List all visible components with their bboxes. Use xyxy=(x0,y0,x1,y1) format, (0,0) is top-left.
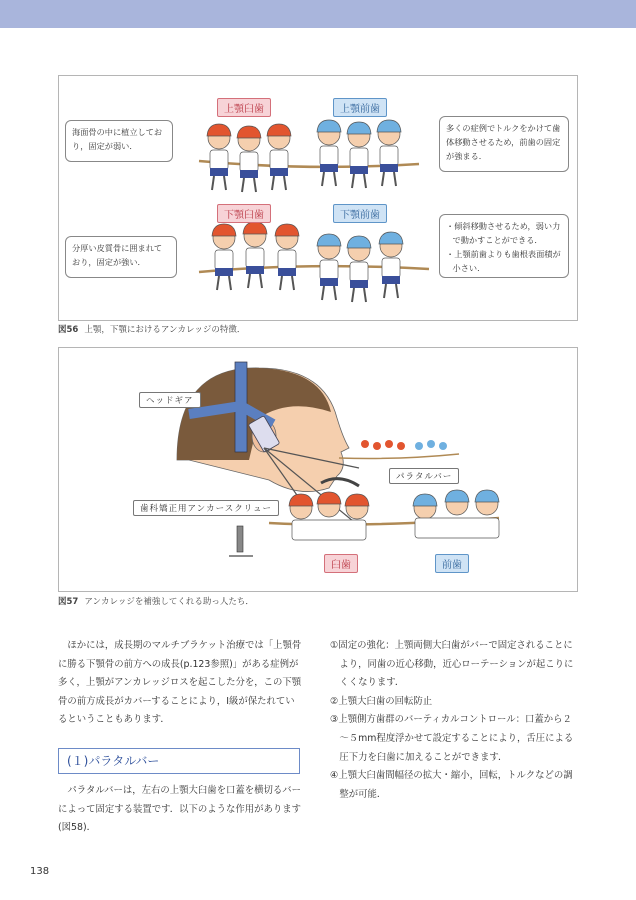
label-palatal-bar: パラタルバー xyxy=(389,468,459,484)
paragraph-1: ほかには，成長期のマルチブラケット治療では「上顎骨に勝る下顎骨の前方への成長(p.123参照)」がある症例が多く，上顎がアンカレッジロスを起こした分を，この下顎骨の前方成長がカバーすることにより，Ⅰ級が保たれているということもあります． xyxy=(58,640,302,726)
label-lower-anterior: 下顎前歯 xyxy=(333,204,387,223)
list-item: ④上顎大臼歯間幅径の拡大・縮小，回転，トルクなどの調整が可能． xyxy=(330,770,573,800)
right-column-list xyxy=(330,637,578,804)
label-anterior: 前歯 xyxy=(435,554,469,573)
figure-57-caption-text: アンカレッジを補強してくれる助っ人たち． xyxy=(84,597,254,607)
paragraph-2: パラタルバーは，左右の上顎大臼歯を口蓋を横切るバーによって固定する装置です．以下のような作用があります(図58)． xyxy=(58,785,302,834)
label-molar: 臼歯 xyxy=(324,554,358,573)
left-column-para1 xyxy=(58,637,302,730)
page-number: 138 xyxy=(30,866,50,877)
figure-56-number: 図56 xyxy=(58,325,79,335)
top-color-band xyxy=(0,0,636,28)
list-item: ②上顎大臼歯の回転防止 xyxy=(330,695,433,707)
figure-57-illustration xyxy=(59,348,577,591)
figure-56-caption xyxy=(58,323,245,335)
list-item: ③上顎側方歯群のバーティカルコントロール：口蓋から２～５mm程度浮かせて設定することにより，舌圧による圧下力を臼歯に加えることができます． xyxy=(330,714,574,763)
bubble-lower-left: 分厚い皮質骨に囲まれており，固定が強い． xyxy=(65,236,177,278)
left-column-para2 xyxy=(58,782,302,838)
label-upper-anterior: 上顎前歯 xyxy=(333,98,387,117)
figure-57-box xyxy=(58,347,578,592)
figure-56-caption-text: 上顎，下顎におけるアンカレッジの特徴． xyxy=(84,325,246,335)
bubble-upper-left: 海面骨の中に植立しており，固定が弱い． xyxy=(65,120,173,162)
label-lower-molar: 下顎臼歯 xyxy=(217,204,271,223)
figure-56-box xyxy=(58,75,578,321)
bubble-lower-right-item-1: ・傾斜移動させるため，弱い力で動かすことができる． xyxy=(446,221,561,245)
label-headgear: ヘッドギア xyxy=(139,392,201,408)
label-anchor-screw: 歯科矯正用アンカースクリュー xyxy=(133,500,279,516)
bubble-lower-right-item-2: ・上顎前歯よりも歯根表面積が小さい． xyxy=(446,249,561,273)
section-heading: (１)パラタルバー xyxy=(58,748,300,774)
figure-57-number: 図57 xyxy=(58,597,79,607)
bubble-lower-right xyxy=(439,214,569,278)
figure-57-caption xyxy=(58,595,254,607)
label-upper-molar: 上顎臼歯 xyxy=(217,98,271,117)
figure-56-illustration xyxy=(59,76,577,320)
list-item: ①固定の強化：上顎両側大臼歯がバーで固定されることにより，同歯の近心移動，近心ローテーションが起こりにくくなります． xyxy=(330,640,574,689)
bubble-upper-right: 多くの症例でトルクをかけて歯体移動させるため，前歯の固定が強まる． xyxy=(439,116,569,172)
